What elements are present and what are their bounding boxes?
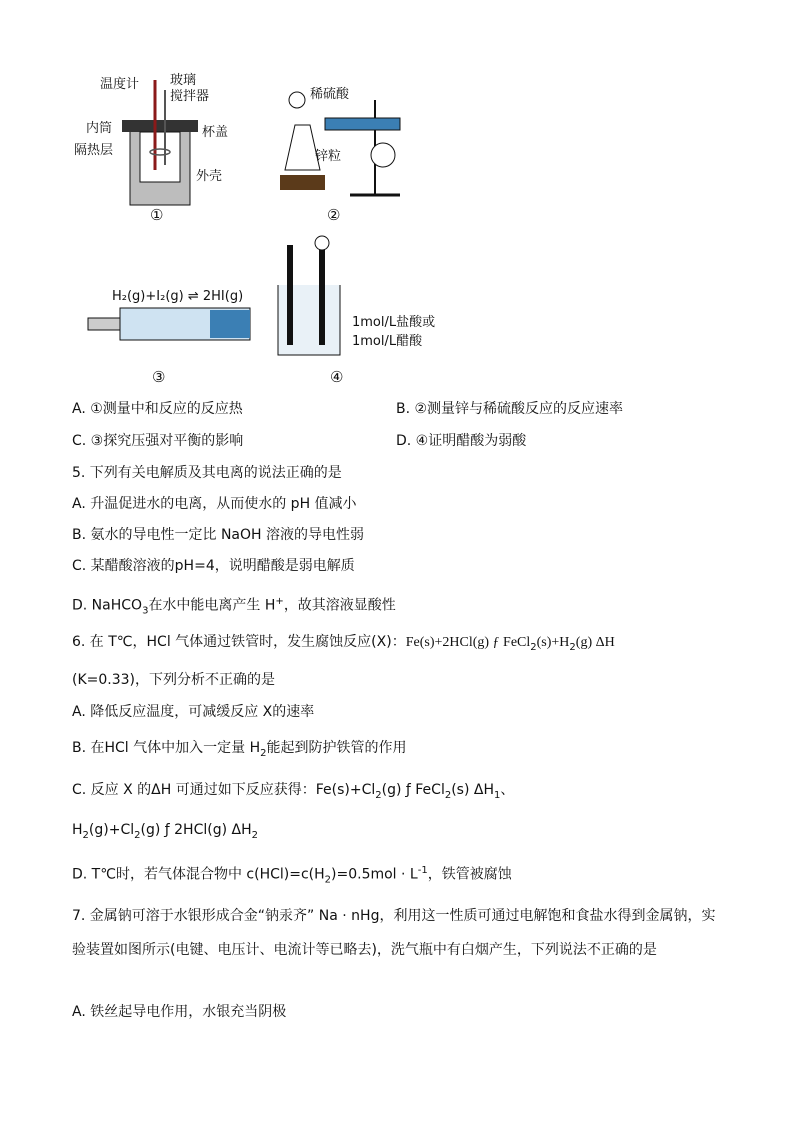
label-zinc: 锌粒 (315, 149, 342, 164)
inner-cup (140, 132, 180, 182)
q6-option-a: A. 降低反应温度，可减缓反应 X的速率 (72, 704, 315, 720)
q5-stem: 5. 下列有关电解质及其电离的说法正确的是 (72, 465, 342, 481)
syringe (325, 118, 400, 130)
q4-option-c: C. ③探究压强对平衡的影响 (72, 433, 244, 449)
q7-stem-line1: 7. 金属钠可溶于水银形成合金“钠汞齐” Na · nHg，利用这一性质可通过电解饱和食盐水得到金属钠，实 (72, 908, 716, 924)
q7-option-a: A. 铁丝起导电作用，水银充当阴极 (72, 1004, 287, 1020)
fig3-number: ③ (152, 368, 166, 386)
q6-option-c-line2: $H_2(g)+Cl_2(g)$ ƒ 2HCl(g) $\Delta H_2$ (72, 822, 258, 841)
label-solution1: 1mol/L盐酸或 (352, 315, 436, 330)
label-lid: 杯盖 (202, 125, 229, 140)
label-acid: 稀硫酸 (310, 87, 350, 102)
q5-option-d: D. NaHCO$_3$在水中能电离产生 H+，故其溶液显酸性 (72, 596, 396, 617)
lid (122, 120, 198, 132)
q5-option-c: C. 某醋酸溶液的pH=4，说明醋酸是弱电解质 (72, 558, 355, 574)
q7-stem-line2: 验装置如图所示(电键、电压计、电流计等已略去)，洗气瓶中有白烟产生，下列说法不正确的是 (72, 942, 657, 958)
stopwatch (371, 143, 395, 167)
label-reaction: H₂(g)+I₂(g) ⇌ 2HI(g) (112, 289, 244, 304)
q6-stem: 6. 在 T℃，HCl 气体通过铁管时，发生腐蚀反应(X)：Fe(s)+2HCl(g) ƒ $FeCl_2(s)+H_2(g)$ ΔH (72, 634, 615, 653)
heater (280, 175, 325, 190)
q4-option-d: D. ④证明醋酸为弱酸 (396, 433, 527, 449)
label-inner: 内筒 (86, 121, 113, 136)
figure-conductivity (270, 235, 460, 365)
fig4-number: ④ (330, 368, 344, 386)
label-thermometer: 温度计 (100, 77, 140, 92)
q6-option-d: D. T℃时，若气体混合物中 $c(HCl)=c(H_2)=0.5mol \cdot L^{-1}$，铁管被腐蚀 (72, 865, 512, 886)
label-solution2: 1mol/L醋酸 (352, 334, 423, 349)
fig2-number: ② (327, 206, 341, 224)
q6-option-b: B. 在HCl 气体中加入一定量 $H_2$能起到防护铁管的作用 (72, 740, 407, 759)
q6-option-c: C. 反应 X 的ΔH 可通过如下反应获得：$Fe(s)+Cl_2(g)$ ƒ FeCl$_2$(s) $\Delta H_1$、 (72, 782, 515, 801)
q4-option-b: B. ②测量锌与稀硫酸反应的反应速率 (396, 401, 624, 417)
label-glass: 玻璃 (170, 73, 197, 88)
figure-syringe (80, 280, 260, 360)
fig1-number: ① (150, 206, 164, 224)
q4-option-a: A. ①测量中和反应的反应热 (72, 401, 243, 417)
q6-stem2: (K=0.33)，下列分析不正确的是 (72, 672, 276, 688)
label-shell: 外壳 (196, 169, 223, 184)
q5-option-a: A. 升温促进水的电离，从而使水的 pH 值减小 (72, 496, 357, 512)
q5-option-b: B. 氨水的导电性一定比 NaOH 溶液的导电性弱 (72, 527, 365, 543)
figure-zinc-rate (265, 80, 415, 210)
funnel (289, 92, 305, 108)
label-insulation: 隔热层 (74, 143, 114, 158)
label-stirrer: 搅拌器 (170, 89, 210, 104)
